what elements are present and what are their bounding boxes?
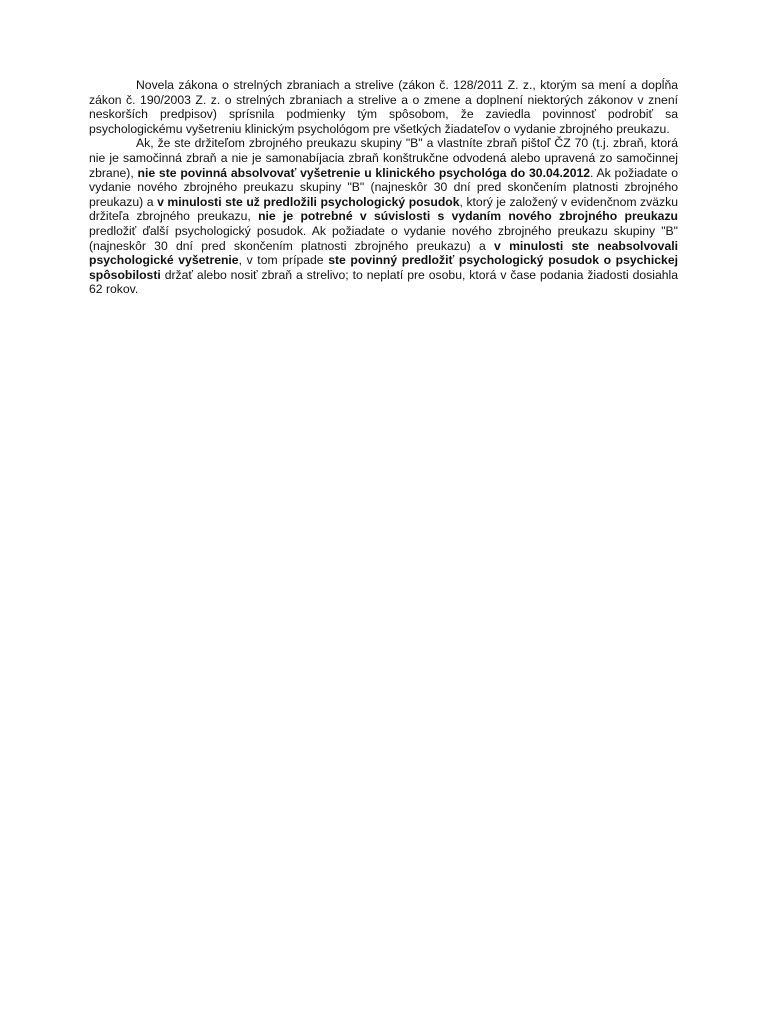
- bold-statement-no-exam-history: v minulosti ste neabsolvovali psychologické vyšetrenie: [89, 238, 678, 268]
- bold-statement-obligation: ste povinný predložiť psychologický posudok o psychickej spôsobilosti: [89, 253, 678, 282]
- paragraph-2-text: . Ak požiadate o vydanie nového zbrojného preukazu skupiny "B" (najneskôr 30 dní pred skončením platnosti zbrojného preukazu) a: [89, 165, 678, 209]
- paragraph-2-text: , ktorý je založený v evidenčnom zväzku držiteľa zbrojného preukazu,: [89, 194, 678, 224]
- document-body: [89, 78, 678, 297]
- bold-statement-previous-report: v minulosti ste už predložili psychologický posudok: [157, 194, 460, 209]
- paragraph-1-text: Novela zákona o strelných zbraniach a strelive (zákon č. 128/2011 Z. z., ktorým sa mení a dopĺňa zákon č. 190/2003 Z. z. o strelných zbraniach a strelive a o zmene a doplnení niektorých zákonov v znení neskorších predpisov) sprísnila podmienky tým spôsobom, že zaviedla povinnosť podrobiť sa psychologickému vyšetreniu klinickým psychológom pre všetkých žiadateľov o vydanie zbrojného preukazu.: [89, 78, 678, 136]
- paragraph-law-amendment: [89, 78, 678, 136]
- paragraph-2-text: Ak, že ste držiteľom zbrojného preukazu skupiny "B" a vlastníte zbraň pištoľ ČZ 70 (t.j. zbraň, ktorá nie je samočinná zbraň a nie je samonabíjacia zbraň konštrukčne odvodená alebo upravená zo samočinnej zbrane),: [89, 136, 678, 180]
- bold-statement-not-required: nie je potrebné v súvislosti s vydaním nového zbrojného preukazu: [258, 209, 678, 224]
- paragraph-2-text: predložiť ďalší psychologický posudok. Ak požiadate o vydanie nového zbrojného preukazu skupiny "B" (najneskôr 30 dní pred skončením platnosti zbrojného preukazu) a: [89, 223, 678, 253]
- paragraph-2-text: držať alebo nosiť zbraň a strelivo; to neplatí pre osobu, ktorá v čase podania žiadosti dosiahla 62 rokov.: [89, 267, 678, 297]
- paragraph-2-text: , v tom prípade: [238, 253, 329, 268]
- bold-statement-no-exam: nie ste povinná absolvovať vyšetrenie u klinického psychológa do 30.04.2012: [137, 165, 591, 180]
- paragraph-license-conditions: [89, 136, 678, 297]
